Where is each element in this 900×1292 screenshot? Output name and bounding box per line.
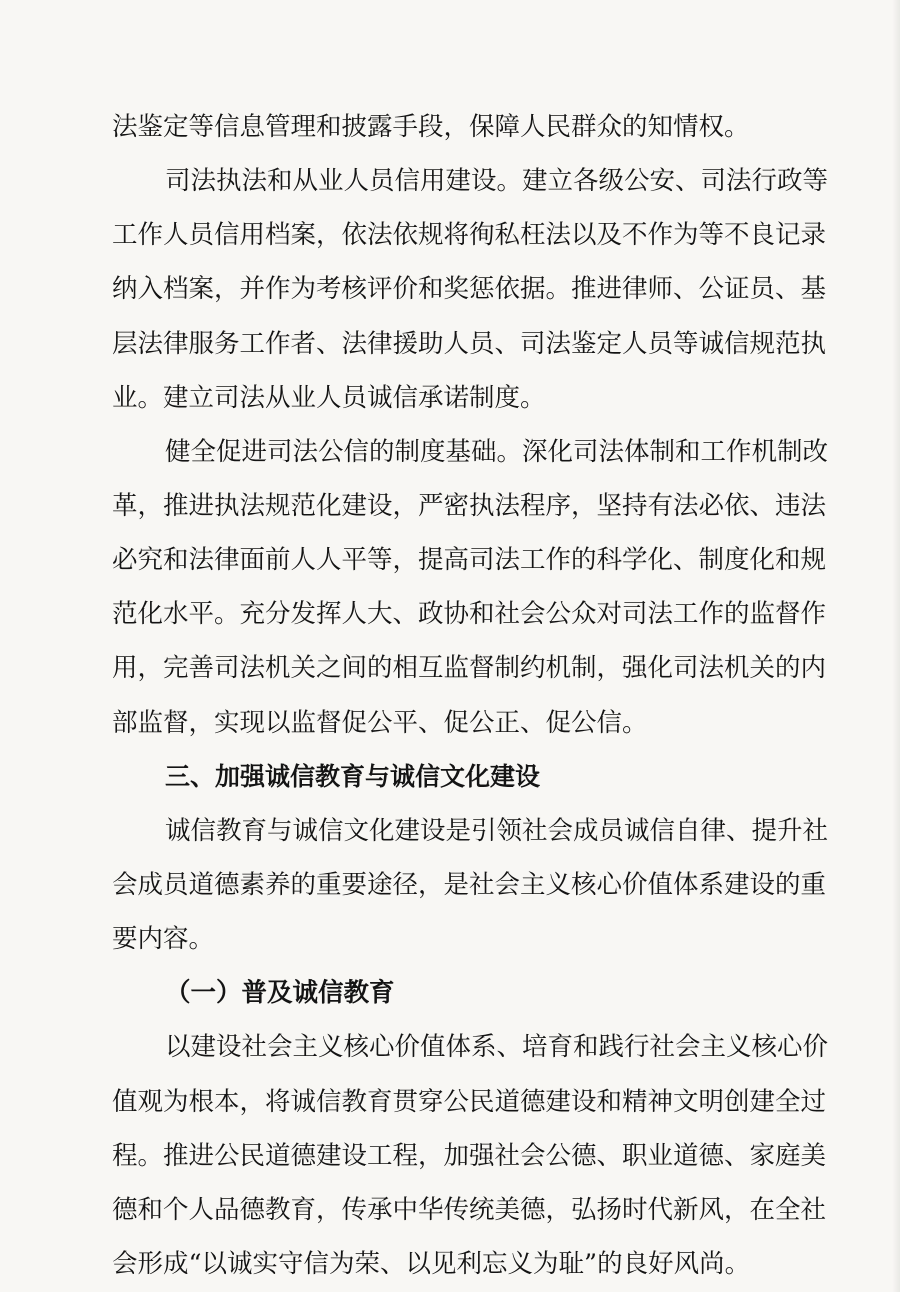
scan-edge-shadow: [892, 0, 900, 1292]
paragraph-line: 值观为根本，将诚信教育贯穿公民道德建设和精神文明创建全过: [112, 1087, 827, 1117]
paragraph-line: 会成员道德素养的重要途径，是社会主义核心价值体系建设的重: [112, 870, 827, 900]
paragraph-line: 革，推进执法规范化建设，严密执法程序，坚持有法必依、违法: [112, 491, 827, 521]
paragraph-line: 健全促进司法公信的制度基础。深化司法体制和工作机制改: [165, 437, 829, 467]
paragraph-line: 范化水平。充分发挥人大、政协和社会公众对司法工作的监督作: [112, 599, 827, 629]
section-heading: 三、加强诚信教育与诚信文化建设: [165, 762, 541, 791]
paragraph-line: 层法律服务工作者、法律援助人员、司法鉴定人员等诚信规范执: [112, 329, 827, 359]
paragraph-line: 程。推进公民道德建设工程，加强社会公德、职业道德、家庭美: [112, 1141, 827, 1171]
paragraph-line: 纳入档案，并作为考核评价和奖惩依据。推进律师、公证员、基: [112, 274, 827, 304]
paragraph-line: 要内容。: [112, 924, 215, 954]
paragraph-line: 用，完善司法机关之间的相互监督制约机制，强化司法机关的内: [112, 653, 827, 683]
paragraph-line: 会形成“以诚实守信为荣、以见利忘义为耻”的良好风尚。: [112, 1249, 751, 1279]
subsection-heading: （一）普及诚信教育: [165, 978, 395, 1008]
paragraph-line: 部监督，实现以监督促公平、促公正、促公信。: [112, 708, 648, 738]
paragraph-line: 德和个人品德教育，传承中华传统美德，弘扬时代新风，在全社: [112, 1195, 827, 1225]
paragraph-line: 法鉴定等信息管理和披露手段，保障人民群众的知情权。: [112, 112, 750, 142]
paragraph-line: 司法执法和从业人员信用建设。建立各级公安、司法行政等: [165, 166, 829, 196]
paragraph-line: 业。建立司法从业人员诚信承诺制度。: [112, 383, 546, 413]
paragraph-line: 诚信教育与诚信文化建设是引领社会成员诚信自律、提升社: [165, 816, 829, 846]
paragraph-line: 必究和法律面前人人平等，提高司法工作的科学化、制度化和规: [112, 545, 827, 575]
paragraph-line: 工作人员信用档案，依法依规将徇私枉法以及不作为等不良记录: [112, 220, 827, 250]
paragraph-line: 以建设社会主义核心价值体系、培育和践行社会主义核心价: [165, 1032, 829, 1062]
